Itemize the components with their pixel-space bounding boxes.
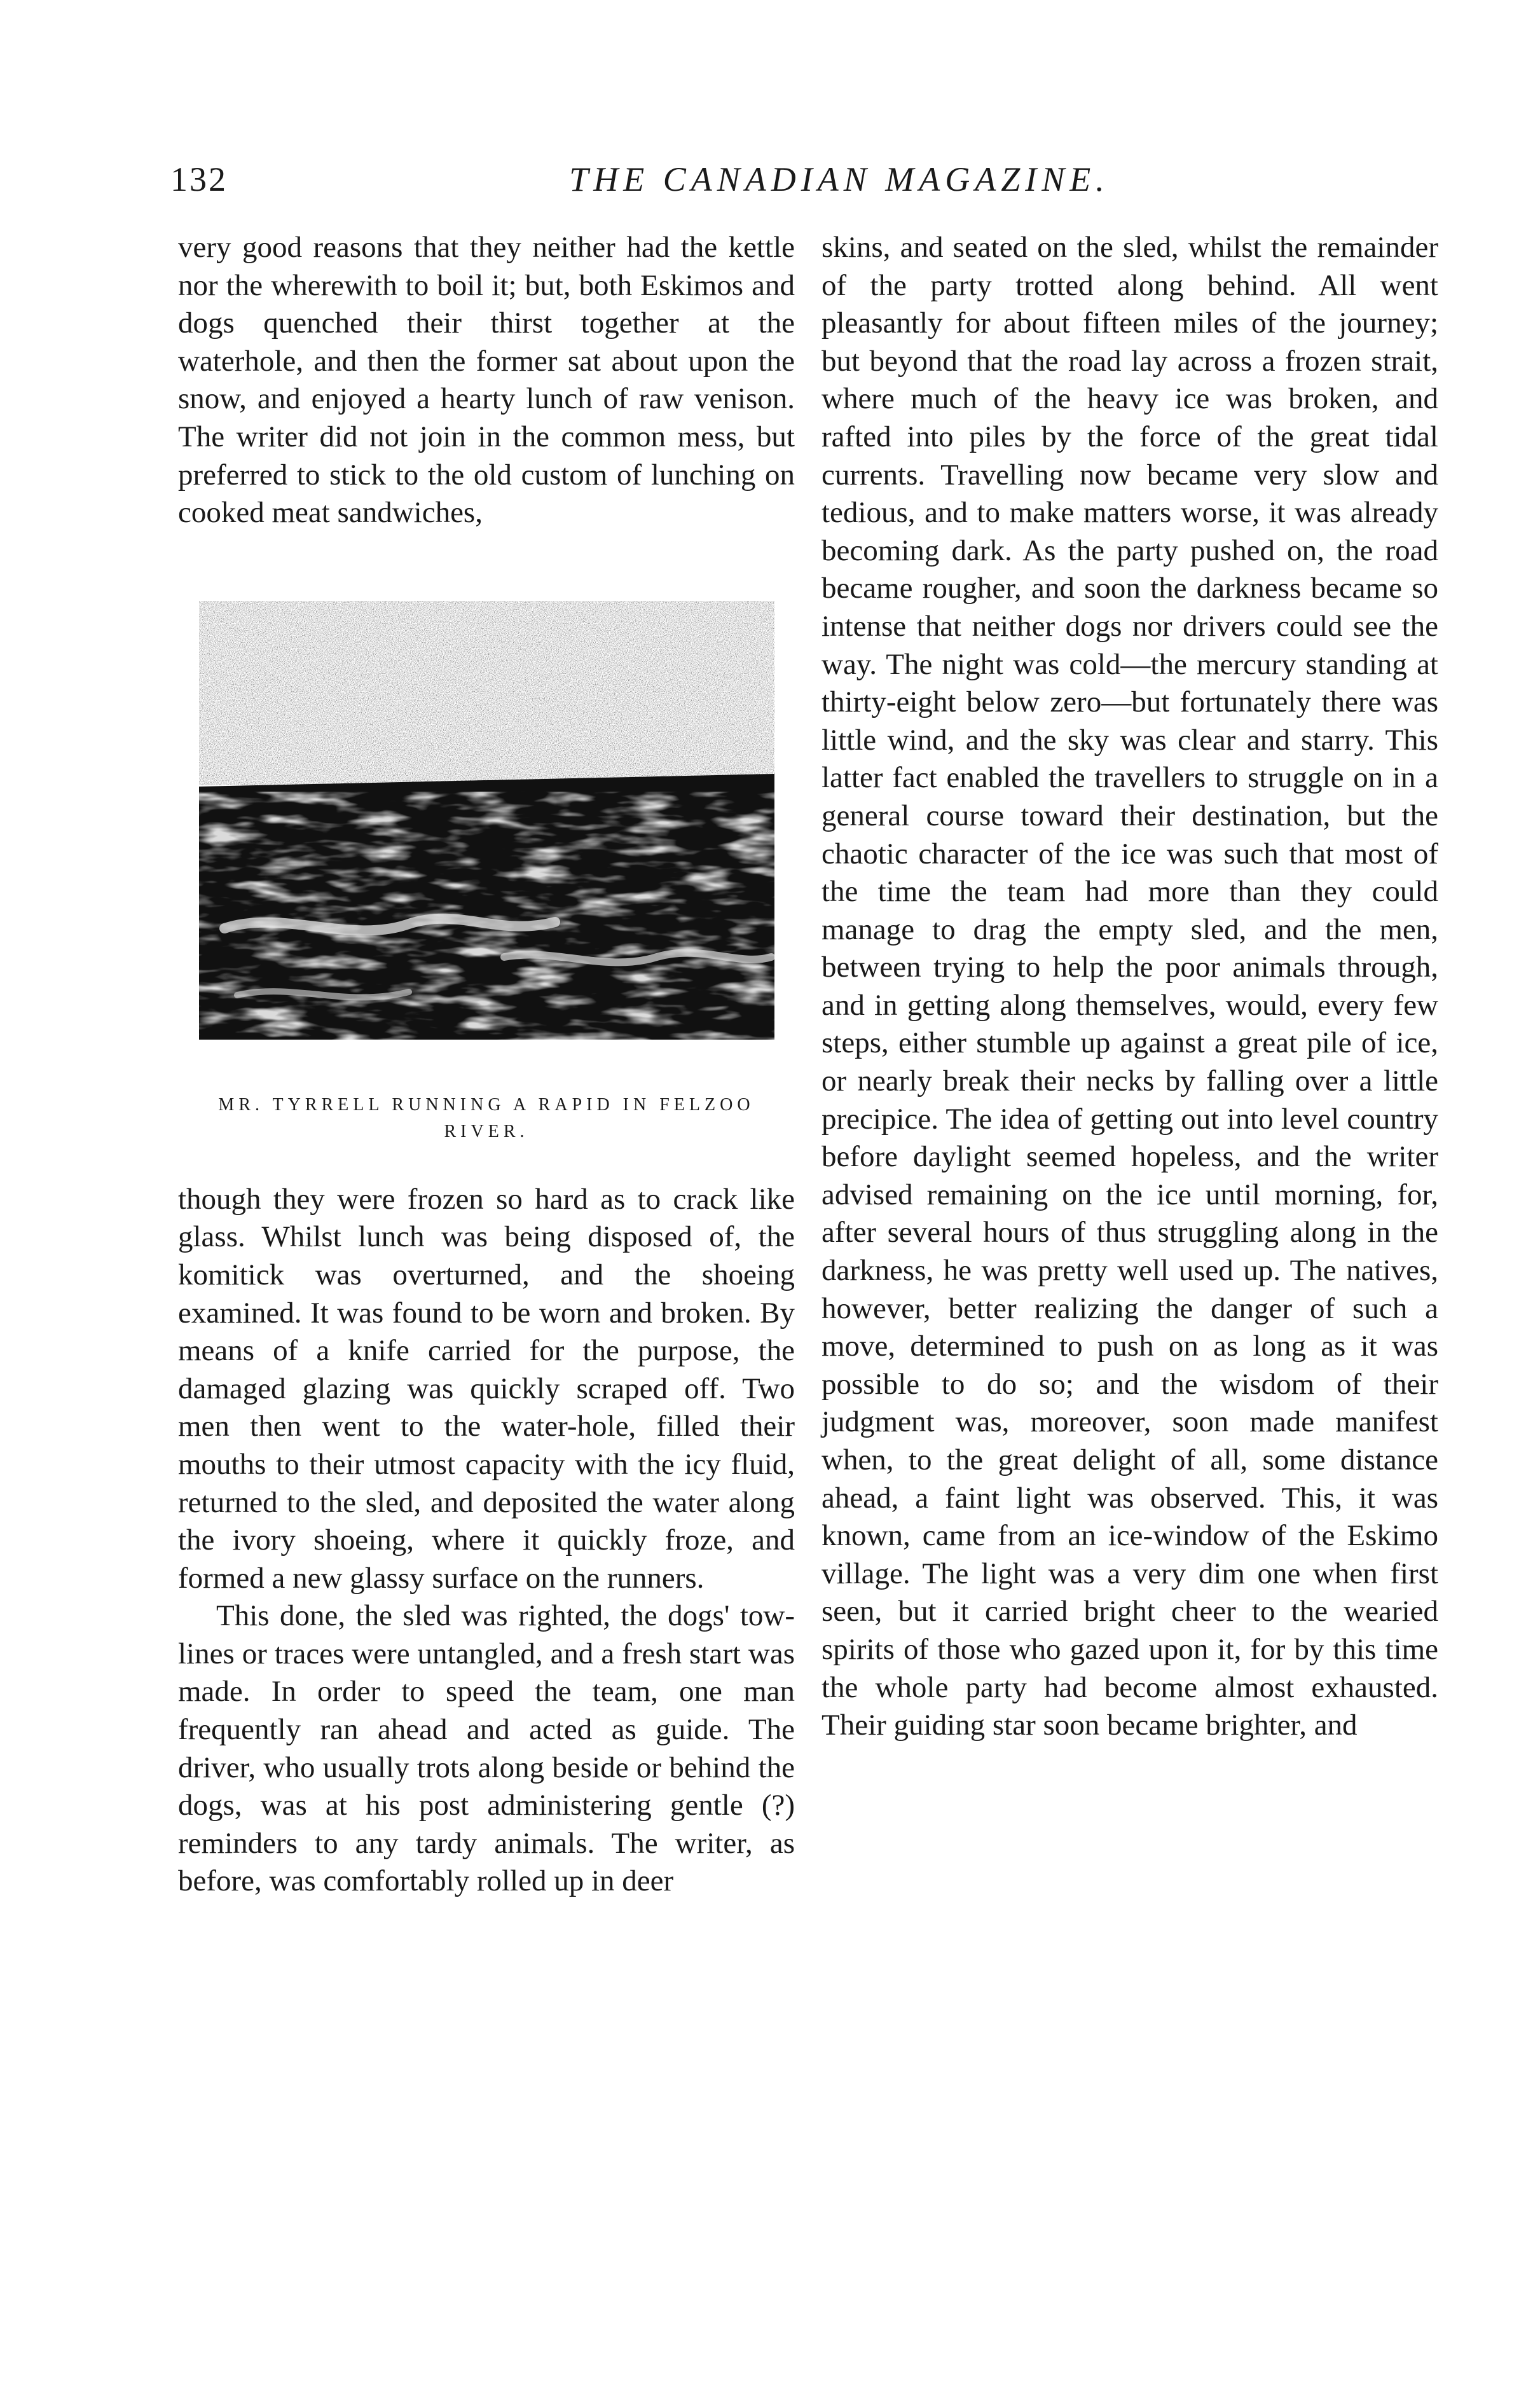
left-paragraph-3: This done, the sled was righted, the dogs' tow-lines or traces were untangled, and a fresh start was made. In order to speed the team, one man frequently ran ahead and acted as guide. The driver, who usually trots along beside or behind the dogs, was at his post administering gentle (?) reminders to any tardy animals. The writer, as before, was comfortably rolled up in deer (178, 1599, 795, 1898)
right-paragraph-1: skins, and seated on the sled, whilst the remainder of the party trotted along behind. All went pleasantly for about fifteen miles of the journey; but beyond that the road lay across a frozen strait, where much of the heavy ice was broken, and rafted into piles by the force of the great tidal currents. Travelling now became very slow and tedious, and to make matters worse, it was already becoming dark. As the party pushed on, the road became rougher, and soon the darkness became so intense that neither dogs nor drivers could see the way. The night was cold—the mercury standing at thirty-eight below zero—but fortunately there was little wind, and the sky was clear and starry. This latter fact enabled the travellers to struggle on in a general course toward their destination, but the chaotic character of the ice was such that most of the time the team had more than they could manage to drag the empty sled, and the men, between trying to help the poor animals through, and in getting along themselves, would, every few steps, either stumble up against a great pile of ice, or nearly break their necks by falling over a little precipice. The idea of getting out into level country before daylight seemed hopeless, and the writer advised remaining on the ice until morning, for, after several hours of thus struggling along in the darkness, he was pretty well used up. The natives, however, better realizing the danger of such a move, determined to push on as long as it was possible to do so; and the wisdom of their judgment was, moreover, soon made manifest when, to the great delight of all, some distance ahead, a faint light was observed. This, it was known, came from an ice-window of the Eskimo village. The light was a very dim one when first seen, but it carried bright cheer to the wearied spirits of those who gazed upon it, for by this time the whole party had become almost exhausted. Their guiding star soon became brighter, and (822, 231, 1438, 1742)
page-number: 132 (170, 160, 228, 198)
right-column (822, 229, 1438, 1745)
left-paragraph-2: though they were frozen so hard as to crack like glass. Whilst lunch was being disposed of, the komitick was overturned, and the shoeing examined. It was found to be worn and broken. By means of a knife carried for the purpose, the damaged glazing was quickly scraped off. Two men then went to the water-hole, filled their mouths to their utmost capacity with the icy fluid, returned to the sled, and deposited the water along the ivory shoeing, where it quickly froze, and formed a new glassy surface on the runners. (178, 1182, 795, 1595)
figure-caption: MR. TYRRELL RUNNING A RAPID IN FELZOO RIVER. (218, 1094, 755, 1141)
river-photo (199, 601, 774, 1040)
figure (199, 601, 774, 1145)
running-title: THE CANADIAN MAGAZINE. (569, 160, 1110, 198)
left-paragraph-1: very good reasons that they neither had the kettle nor the wherewith to boil it; but, both Eskimos and dogs quenched their thirst together at the waterhole, and then the former sat about upon the snow, and enjoyed a hearty lunch of raw venison. The writer did not join in the common mess, but preferred to stick to the old custom of lunching on cooked meat sandwiches, (178, 231, 795, 530)
left-column (178, 229, 795, 1901)
